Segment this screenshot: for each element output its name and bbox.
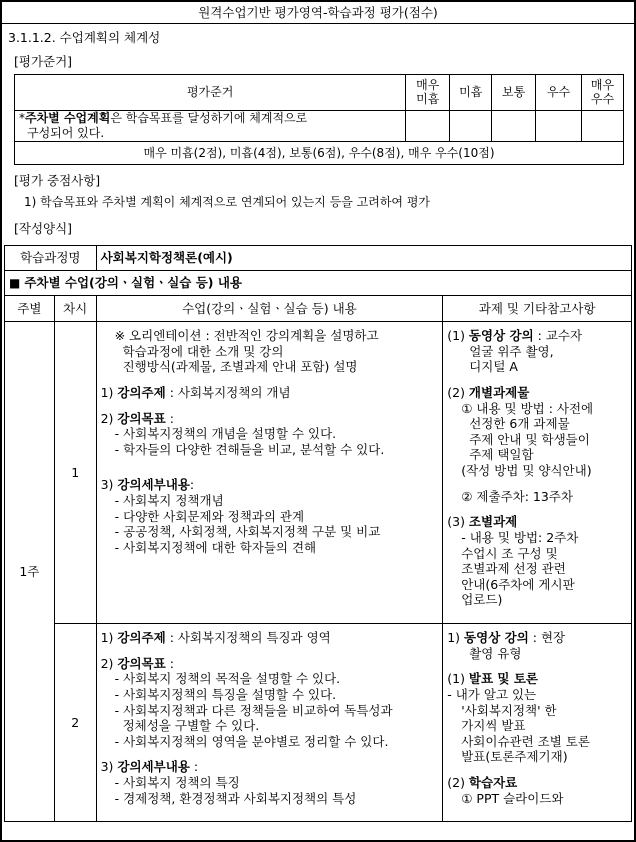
focus-item: 1) 학습목표와 주차별 계획이 체계적으로 연계되어 있는지 등을 고려하여 평가 [24, 195, 431, 209]
criteria-item-bold: 주차별 수업계획 [25, 111, 111, 125]
rating-cell [582, 111, 624, 142]
rating-header: 미흡 [450, 75, 492, 111]
session-cell: 2 [54, 624, 96, 822]
text-line: - 사회복지 정책개념 [114, 493, 224, 508]
criteria-table [14, 74, 624, 165]
line-gap [447, 765, 627, 775]
course-row [5, 246, 632, 271]
text-line: 1) 강의주제 : 사회복지정책의 특징과 영역 [100, 630, 331, 645]
text-line: ② 제출주차: 13주차 [461, 488, 573, 504]
weekly-section-row [5, 271, 632, 296]
text-line: ① 내용 및 방법 : 사전에 [461, 400, 594, 416]
criteria-item-row [15, 111, 624, 142]
week-row [5, 322, 632, 624]
line-gap [447, 504, 627, 514]
criteria-heading: [평가준거] [14, 54, 73, 69]
bold-label: 강의목표 [117, 410, 166, 426]
text-line: 3) 강의세부내용 : [100, 759, 199, 775]
text-line: - 다양한 사회문제와 정책과의 관계 [114, 508, 305, 524]
text-line: 2) 강의목표 : [100, 655, 174, 671]
rating-cell [536, 111, 582, 142]
course-name: 사회복지학정책론(예시) [96, 246, 631, 271]
text-line: - 사회복지정책의 영역을 분야별로 정리할 수 있다. [114, 733, 389, 749]
text-line: (1) 발표 및 토론 [447, 671, 539, 687]
text-line: - 공공정책, 사회정책, 사회복지정책 구분 및 비교 [114, 524, 381, 540]
text-line: 주제 택일함 [469, 447, 534, 463]
text-line: 촬영 유형 [469, 645, 522, 661]
text-line: 수업시 조 구성 및 [461, 545, 558, 561]
text-line: (3) 조별과제 [447, 514, 518, 530]
text-line: - 학자들의 다양한 견해들을 비교, 분석할 수 있다. [114, 441, 385, 457]
line-gap [101, 646, 439, 656]
line-gap [101, 467, 439, 477]
text-line: 발표(토론주제기재) [461, 749, 568, 765]
line-gap [101, 457, 439, 467]
focus-heading: [평가 중점사항] [14, 173, 101, 188]
bold-label: 발표 및 토론 [468, 671, 539, 687]
rating-cell [450, 111, 492, 142]
text-line: - 사회복지정책과 다른 정책들을 비교하여 독특성과 [114, 702, 393, 718]
text-line: 가지씩 발표 [461, 718, 526, 734]
bold-label: 동영상 강의 [464, 630, 529, 645]
text-line: 얼굴 위주 촬영, [469, 343, 554, 359]
document-title: 원격수업기반 평가영역-학습과정 평가(점수) [2, 5, 634, 24]
rating-cell [492, 111, 536, 142]
column-header-session: 차시 [54, 296, 96, 322]
line-gap [101, 749, 439, 759]
column-header-week: 주별 [5, 296, 55, 322]
text-line: 학습과정에 대한 소개 및 강의 [122, 343, 284, 359]
text-line: 안내(6주차에 게시판 [461, 576, 575, 592]
text-line: - 사회복지정책의 특징을 설명할 수 있다. [114, 686, 337, 702]
weekly-section-title: ■ 주차별 수업(강의ㆍ실험ㆍ실습 등) 내용 [5, 271, 632, 296]
bold-label: 강의주제 [117, 630, 166, 645]
bold-label: 강의목표 [117, 655, 166, 671]
square-bullet-icon: ■ [9, 276, 21, 290]
text-line: ※ 오리엔테이션 : 전반적인 강의계획을 설명하고 [114, 328, 379, 343]
text-line: 업로드) [461, 592, 503, 608]
format-heading: [작성양식] [14, 221, 73, 236]
text-line: 1) 강의주제 : 사회복지정책의 개념 [100, 384, 291, 400]
text-line: - 내가 알고 있는 [447, 686, 537, 702]
bold-label: 강의세부내용 [117, 477, 190, 493]
session-notes [443, 322, 632, 624]
line-gap [447, 375, 627, 385]
text-line: - 경제정책, 환경정책과 사회복지정책의 특성 [114, 790, 357, 806]
bold-label: 동영상 강의 [468, 328, 534, 343]
text-line: - 사회복지정책의 개념을 설명할 수 있다. [114, 426, 337, 442]
line-gap [447, 661, 627, 671]
text-line: (작성 방법 및 양식안내) [461, 463, 592, 478]
bold-label: 강의주제 [117, 384, 166, 400]
column-header-content: 수업(강의ㆍ실험ㆍ실습 등) 내용 [96, 296, 443, 322]
line-gap [101, 375, 439, 385]
column-header-notes: 과제 및 기타참고사항 [443, 296, 632, 322]
bold-label: 조별과제 [468, 514, 518, 530]
text-line: 3) 강의세부내용: [100, 477, 195, 493]
text-line: 진행방식(과제물, 조별과제 안내 포함) 설명 [122, 359, 358, 375]
text-line: 사회이슈관련 조별 토론 [461, 733, 590, 749]
section-title: 3.1.1.2. 수업계획의 체계성 [8, 30, 161, 45]
bold-label: 개별과제물 [468, 384, 530, 400]
rating-header: 보통 [492, 75, 536, 111]
text-line: 주제 안내 및 학생들이 [469, 431, 590, 447]
session-content [96, 322, 443, 624]
weekly-plan-table [4, 245, 632, 822]
text-line: - 사회복지 정책의 목적을 설명할 수 있다. [114, 671, 341, 687]
session-content [96, 624, 443, 822]
criteria-scale: 매우 미흡(2점), 미흡(4점), 보통(6점), 우수(8점), 매우 우수(10점) [15, 142, 624, 165]
text-line: - 사회복지 정책의 특징 [114, 775, 240, 790]
criteria-scale-row [15, 142, 624, 165]
text-line: (1) 동영상 강의 : 교수자 [447, 328, 583, 343]
criteria-item: *주차별 수업계획은 학습목표를 달성하기에 체계적으로 구성되어 있다. [15, 111, 406, 142]
line-gap [101, 401, 439, 411]
criteria-header: 평가준거 [15, 75, 406, 111]
text-line: '사회복지정책' 한 [461, 702, 557, 718]
rating-header: 우수 [536, 75, 582, 111]
week-cell: 1주 [5, 322, 55, 822]
text-line: 선정한 6개 과제물 [469, 416, 570, 432]
text-line: 조별과제 선정 관련 [461, 561, 566, 577]
text-line: 2) 강의목표 : [100, 410, 174, 426]
criteria-header-row [15, 75, 624, 111]
rating-header: 매우 미흡 [406, 75, 450, 111]
rating-cell [406, 111, 450, 142]
text-line: (2) 학습자료 [447, 775, 518, 790]
text-line: 디지털 A [469, 359, 518, 375]
text-line: 정체성을 구별할 수 있다. [122, 718, 260, 734]
text-line: (2) 개별과제물 [447, 384, 530, 400]
column-header-row [5, 296, 632, 322]
rating-header: 매우 우수 [582, 75, 624, 111]
text-line: 1) 동영상 강의 : 현장 [447, 630, 566, 645]
text-line: - 내용 및 방법: 2주차 [461, 529, 579, 545]
bold-label: 학습자료 [468, 775, 518, 790]
week-row [5, 624, 632, 822]
text-line: - 사회복지정책에 대한 학자들의 견해 [114, 539, 317, 555]
bold-label: 강의세부내용 [117, 759, 190, 775]
session-cell: 1 [54, 322, 96, 624]
course-label: 학습과정명 [5, 246, 97, 271]
text-line: ① PPT 슬라이드와 [461, 790, 564, 806]
session-notes [443, 624, 632, 822]
line-gap [447, 479, 627, 489]
